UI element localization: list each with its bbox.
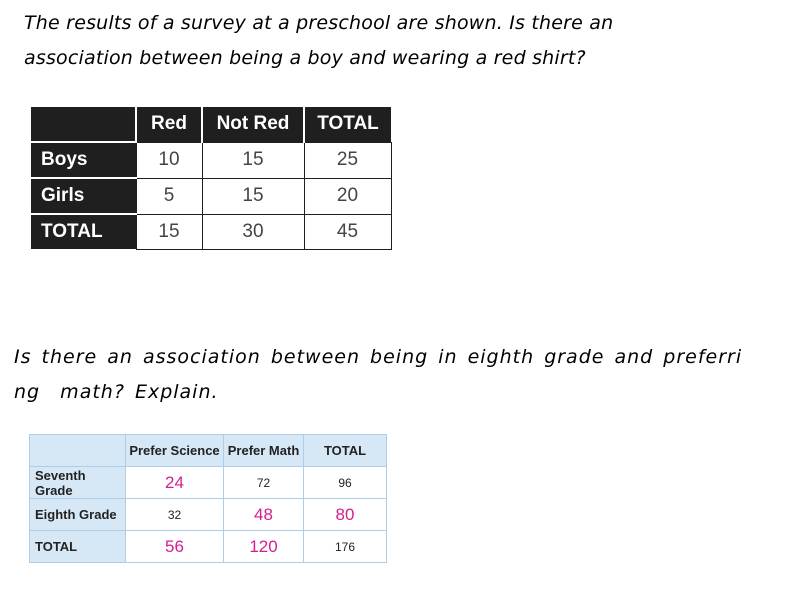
question-2-text — [14, 340, 744, 410]
cell-seventh-math: 72 — [224, 467, 304, 499]
table-row-total — [30, 531, 387, 563]
shirt-survey-table — [31, 107, 392, 250]
cell-seventh-total: 96 — [304, 467, 387, 499]
cell-total-red: 15 — [136, 214, 202, 249]
row-header-seventh-grade: Seventh Grade — [30, 467, 126, 499]
cell-total-total: 176 — [304, 531, 387, 563]
question-2-line-1: Is there an association between being in eighth grade and preferri — [14, 346, 743, 368]
column-header-not-red: Not Red — [202, 107, 304, 142]
cell-girls-red: 5 — [136, 178, 202, 214]
cell-boys-not-red: 15 — [202, 142, 304, 178]
cell-total-total: 45 — [304, 214, 391, 249]
table-row-eighth-grade — [30, 499, 387, 531]
column-header-prefer-math: Prefer Math — [224, 435, 304, 467]
table-corner-cell — [30, 435, 126, 467]
table-row-girls — [31, 178, 391, 214]
table-row-total — [31, 214, 391, 249]
table-corner-cell — [31, 107, 136, 142]
cell-seventh-science: 24 — [126, 467, 224, 499]
table-row-boys — [31, 142, 391, 178]
cell-eighth-total: 80 — [304, 499, 387, 531]
column-header-total: TOTAL — [304, 107, 391, 142]
cell-eighth-science: 32 — [126, 499, 224, 531]
row-header-girls: Girls — [31, 178, 136, 214]
question-1-text — [24, 6, 764, 76]
question-1-line-2: association between being a boy and wearing a red shirt? — [24, 47, 586, 69]
cell-total-science: 56 — [126, 531, 224, 563]
table-row-seventh-grade — [30, 467, 387, 499]
cell-girls-not-red: 15 — [202, 178, 304, 214]
column-header-total: TOTAL — [304, 435, 387, 467]
row-header-total: TOTAL — [31, 214, 136, 249]
row-header-eighth-grade: Eighth Grade — [30, 499, 126, 531]
cell-total-not-red: 30 — [202, 214, 304, 249]
cell-eighth-math: 48 — [224, 499, 304, 531]
table-header-row — [30, 435, 387, 467]
cell-boys-red: 10 — [136, 142, 202, 178]
row-header-total: TOTAL — [30, 531, 126, 563]
question-1-line-1: The results of a survey at a preschool are shown. Is there an — [24, 12, 614, 34]
cell-boys-total: 25 — [304, 142, 391, 178]
cell-girls-total: 20 — [304, 178, 391, 214]
column-header-prefer-science: Prefer Science — [126, 435, 224, 467]
column-header-red: Red — [136, 107, 202, 142]
table-header-row — [31, 107, 391, 142]
question-2-line-2: ng math? Explain. — [14, 381, 219, 403]
grade-preference-table — [29, 434, 387, 563]
cell-total-math: 120 — [224, 531, 304, 563]
row-header-boys: Boys — [31, 142, 136, 178]
